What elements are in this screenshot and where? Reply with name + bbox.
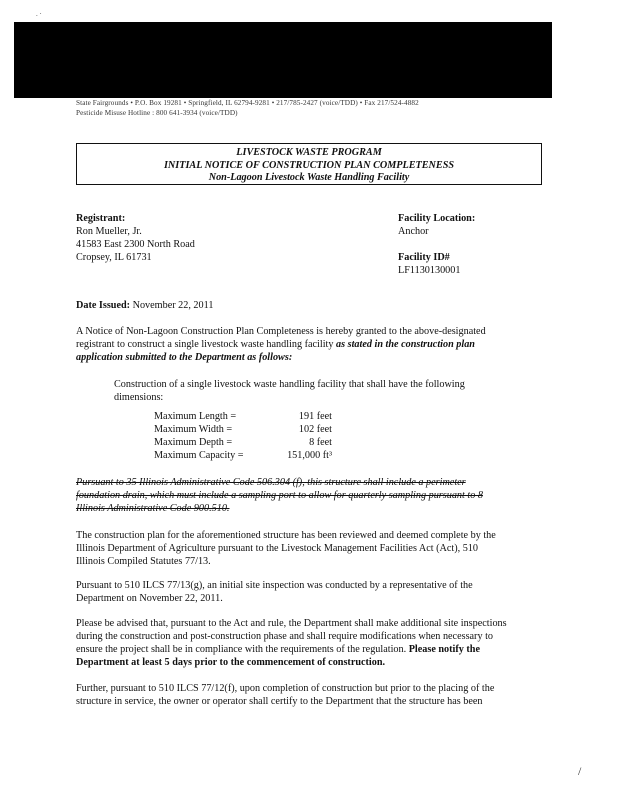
review-paragraph: The construction plan for the aforementioned structure has been reviewed and deemed complete by the Illinois Department of Agriculture pursuant to the Livestock Management Facilities Act (Act), 510 Illinois Compiled Statutes 77/13. — [76, 530, 496, 567]
corner-pen-mark: / — [578, 764, 582, 778]
letterhead-address: State Fairgrounds • P.O. Box 19281 • Springfield, IL 62794-9281 • 217/785-2427 (voice/TDD) • Fax 217/524-4882 — [76, 99, 419, 107]
dimension-label: Maximum Capacity = — [154, 450, 244, 461]
inspection-paragraph: Pursuant to 510 ILCS 77/13(g), an initial site inspection was conducted by a representative of the Department on November 22, 2011. — [76, 580, 473, 604]
dimension-label: Maximum Depth = — [154, 437, 233, 448]
title-box — [76, 143, 542, 185]
registrant-street: 41583 East 2300 North Road — [76, 239, 195, 250]
dimension-value: 191 feet — [298, 411, 332, 422]
dimension-label: Maximum Length = — [154, 411, 237, 422]
scan-specks: . · — [36, 10, 42, 18]
title-line-facility-type: Non-Lagoon Livestock Waste Handling Facility — [208, 172, 410, 183]
further-paragraph: Further, pursuant to 510 ILCS 77/12(f), upon completion of construction but prior to the placing of the structure in service, the owner or operator shall certify to the Department that the structure has been — [76, 683, 495, 707]
dimension-value: 102 feet — [298, 424, 332, 435]
registrant-city: Cropsey, IL 61731 — [76, 252, 152, 263]
facility-id: LF1130130001 — [398, 265, 461, 276]
title-line-program: LIVESTOCK WASTE PROGRAM — [236, 147, 382, 158]
facility-location-label: Facility Location: — [398, 213, 476, 224]
advised-paragraph: Please be advised that, pursuant to the Act and rule, the Department shall make additional site inspections during the construction and post-construction phase and shall require modifications when necessary to ensure the project shall be in compliance with the requirements of the regulation. Please notify the Department at least 5 days prior to the commencement of construction. — [76, 618, 507, 668]
struck-paragraph: Pursuant to 35 Illinois Administrative Code 506.304 (f), this structure shall include a perimeter foundation drain, which must include a sampling port to allow for quarterly sampling pursuant to 8 Illinois Administrative Code 900.510. — [76, 477, 483, 514]
redaction-bar — [14, 22, 552, 98]
title-line-notice: INITIAL NOTICE OF CONSTRUCTION PLAN COMPLETENESS — [163, 159, 455, 171]
construction-paragraph: Construction of a single livestock waste handling facility that shall have the following dimensions: — [114, 379, 465, 403]
registrant-label: Registrant: — [76, 213, 126, 224]
dimension-label: Maximum Width = — [154, 424, 233, 435]
dimension-value: 151,000 ft³ — [287, 450, 332, 461]
facility-id-label: Facility ID# — [398, 252, 450, 263]
registrant-name: Ron Mueller, Jr. — [76, 226, 142, 237]
letterhead-hotline: Pesticide Misuse Hotline : 800 641-3934 (voice/TDD) — [76, 109, 238, 117]
dimension-value: 8 feet — [309, 437, 332, 448]
notice-paragraph: A Notice of Non-Lagoon Construction Plan Completeness is hereby granted to the above-designated registrant to construct a single livestock waste handling facility as stated in the construction plan application submitted to the Department as follows: — [76, 326, 486, 363]
date-issued — [76, 299, 213, 312]
date-issued-label: Date Issued: — [76, 300, 131, 311]
date-issued-value: November 22, 2011 — [132, 300, 214, 311]
facility-location: Anchor — [398, 226, 429, 237]
